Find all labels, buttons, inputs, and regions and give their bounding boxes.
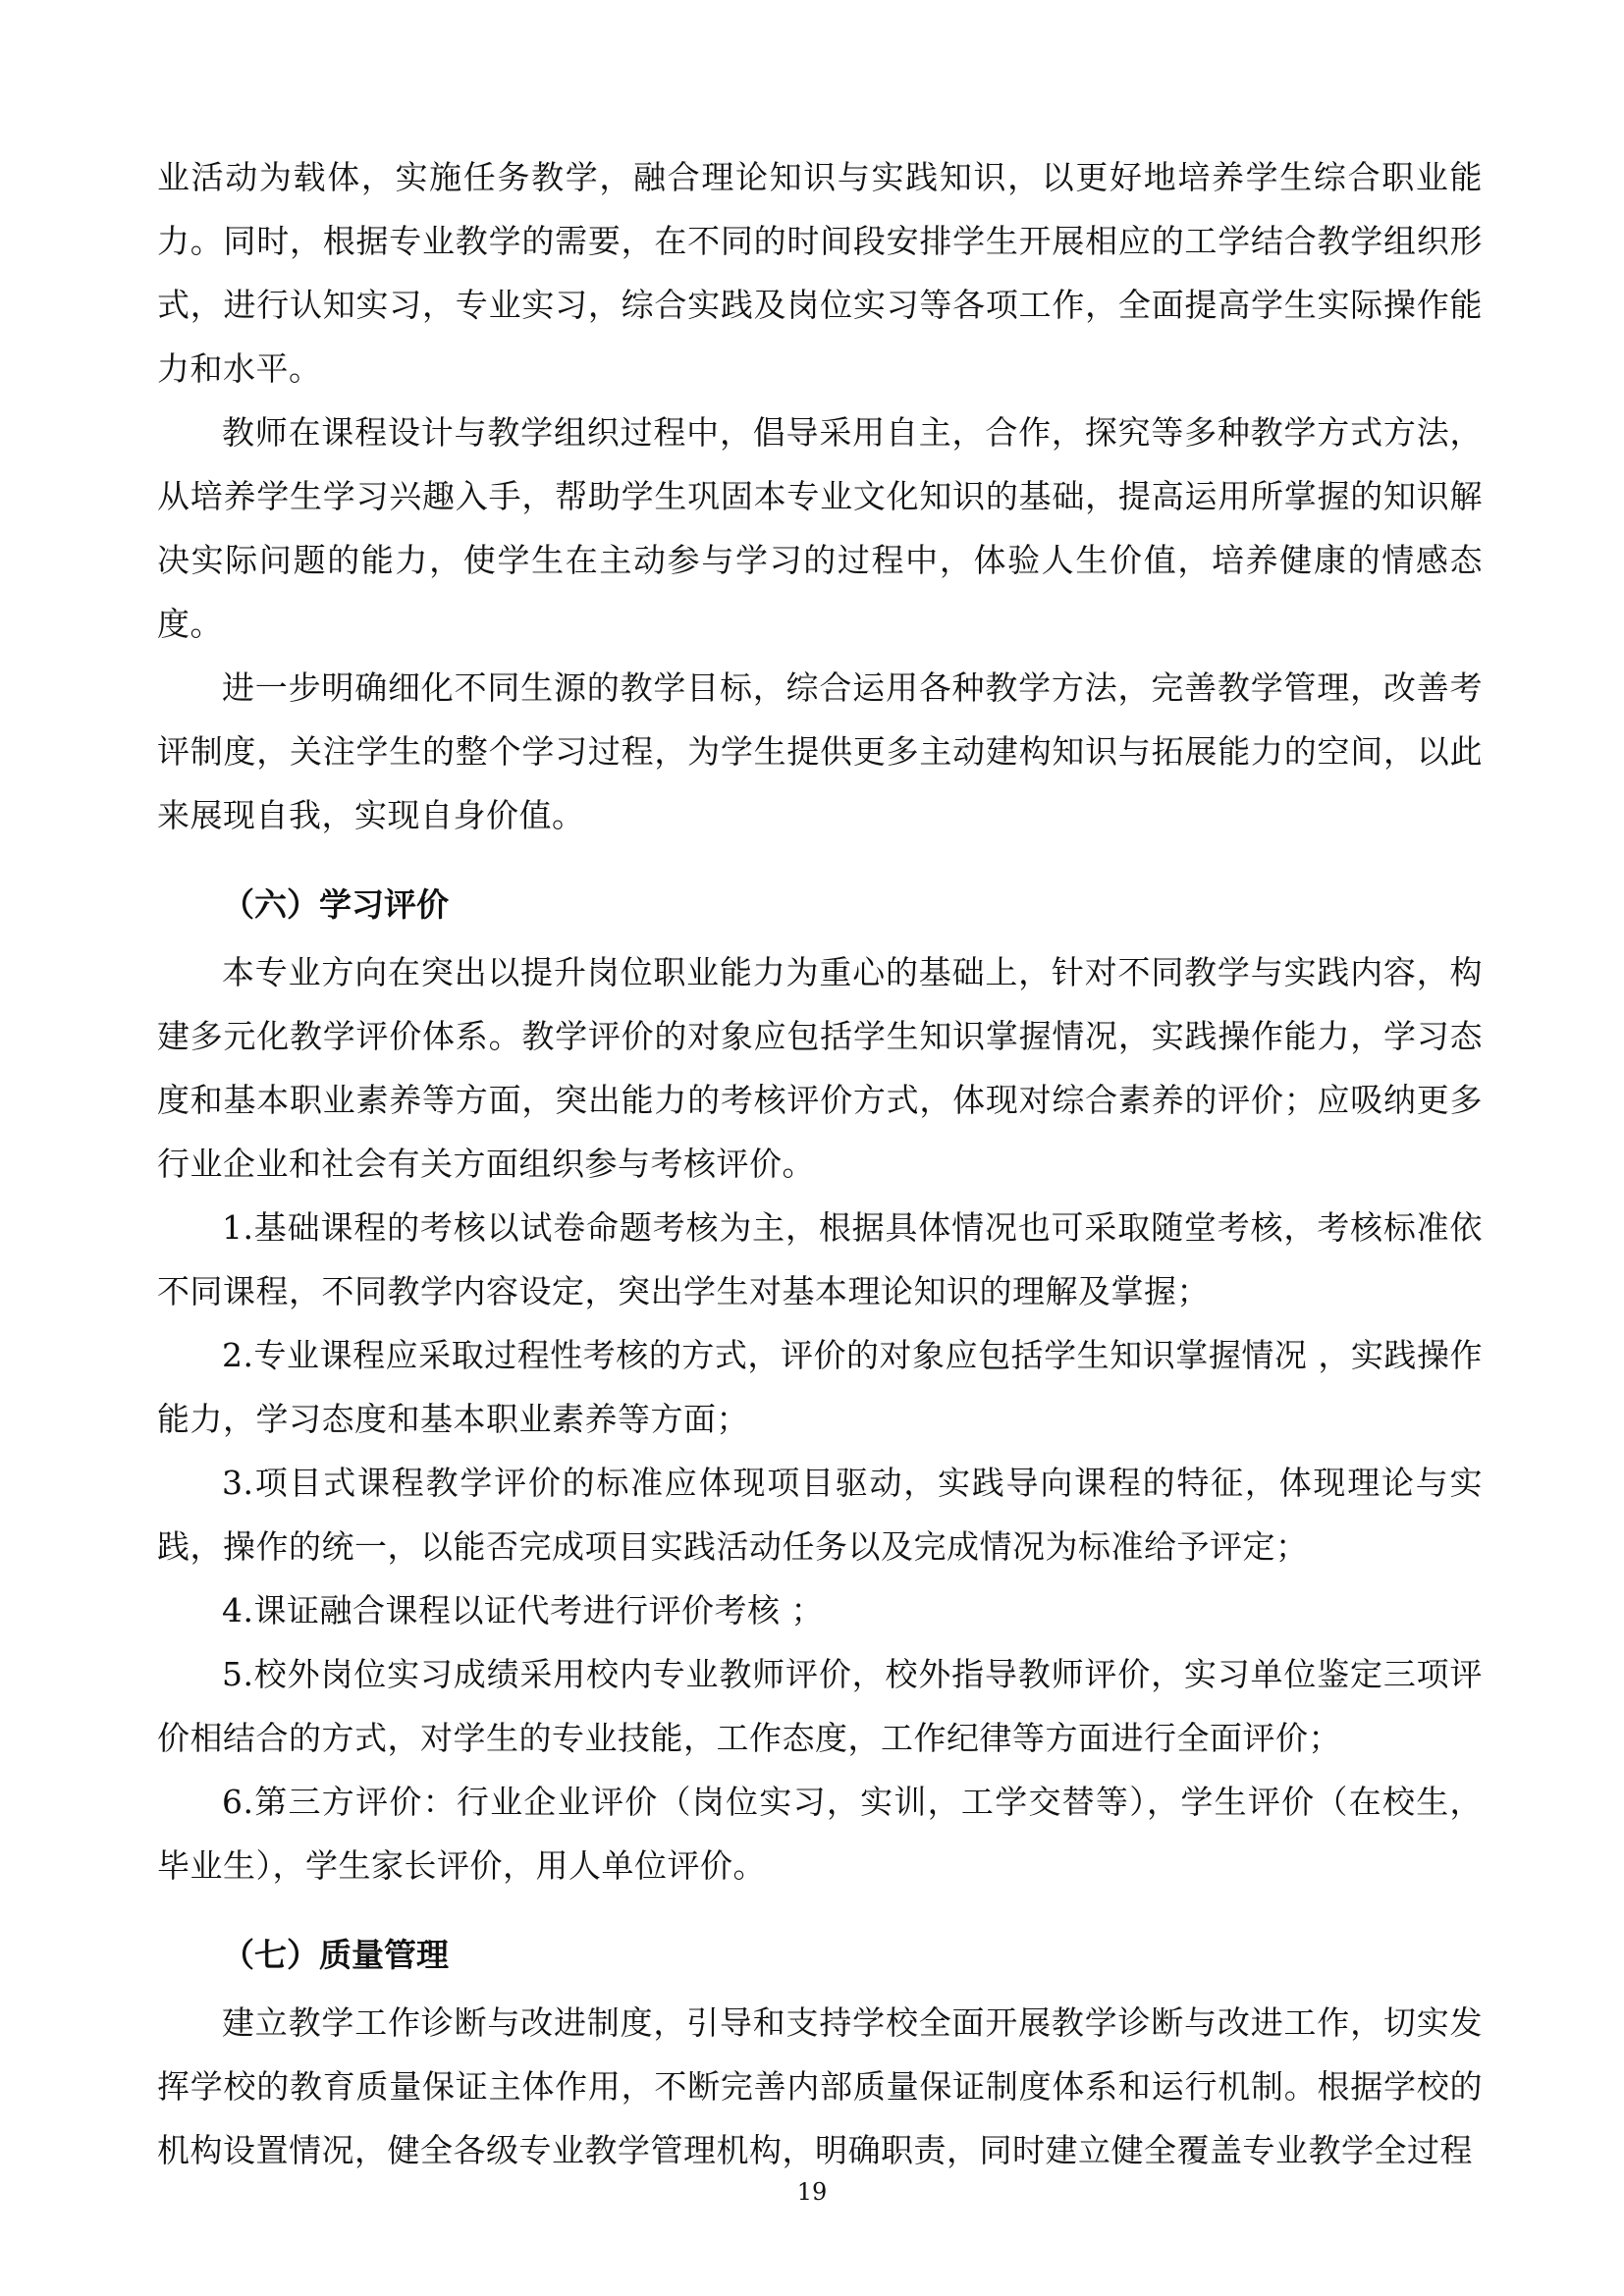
document-body <box>157 145 1483 2182</box>
evaluation-item-1: 1.基础课程的考核以试卷命题考核为主，根据具体情况也可采取随堂考核，考核标准依不同课程，不同教学内容设定，突出学生对基本理论知识的理解及掌握； <box>157 1208 1483 1310</box>
evaluation-item-2: 2.专业课程应采取过程性考核的方式，评价的对象应包括学生知识掌握情况 ，实践操作能力，学习态度和基本职业素养等方面； <box>157 1336 1483 1438</box>
page-number: 19 <box>796 2178 828 2206</box>
section-heading-quality-management: （七）质量管理 <box>222 1936 449 1974</box>
paragraph-quality-intro: 建立教学工作诊断与改进制度，引导和支持学校全面开展教学诊断与改进工作，切实发挥学校的教育质量保证主体作用，不断完善内部质量保证制度体系和运行机制。根据学校的机构设置情况，健全各级专业教学管理机构，明确职责，同时建立健全覆盖专业教学全过程 <box>157 2003 1483 2169</box>
evaluation-item-5: 5.校外岗位实习成绩采用校内专业教师评价，校外指导教师评价，实习单位鉴定三项评价相结合的方式，对学生的专业技能，工作态度，工作纪律等方面进行全面评价； <box>157 1655 1483 1757</box>
evaluation-item-3: 3.项目式课程教学评价的标准应体现项目驱动，实践导向课程的特征，体现理论与实践，操作的统一，以能否完成项目实践活动任务以及完成情况为标准给予评定； <box>157 1464 1483 1566</box>
paragraph-teacher-methods: 教师在课程设计与教学组织过程中，倡导采用自主，合作，探究等多种教学方式方法，从培养学生学习兴趣入手，帮助学生巩固本专业文化知识的基础，提高运用所掌握的知识解决实际问题的能力，使学生在主动参与学习的过程中，体验人生价值，培养健康的情感态度。 <box>157 413 1483 643</box>
evaluation-item-4: 4.课证融合课程以证代考进行评价考核 ； <box>222 1591 824 1629</box>
evaluation-item-6: 6.第三方评价：行业企业评价（岗位实习，实训，工学交替等），学生评价（在校生，毕业生），学生家长评价，用人单位评价。 <box>157 1783 1483 1885</box>
paragraph-continued: 业活动为载体，实施任务教学，融合理论知识与实践知识，以更好地培养学生综合职业能力。同时，根据专业教学的需要，在不同的时间段安排学生开展相应的工学结合教学组织形式，进行认知实习，专业实习，综合实践及岗位实习等各项工作，全面提高学生实际操作能力和水平。 <box>157 158 1483 388</box>
paragraph-teaching-goals: 进一步明确细化不同生源的教学目标，综合运用各种教学方法，完善教学管理，改善考评制度，关注学生的整个学习过程，为学生提供更多主动建构知识与拓展能力的空间，以此来展现自我，实现自身价值。 <box>157 668 1483 834</box>
section-heading-learning-evaluation: （六）学习评价 <box>222 885 449 924</box>
paragraph-evaluation-intro: 本专业方向在突出以提升岗位职业能力为重心的基础上，针对不同教学与实践内容，构建多元化教学评价体系。教学评价的对象应包括学生知识掌握情况，实践操作能力，学习态度和基本职业素养等方面，突出能力的考核评价方式，体现对综合素养的评价；应吸纳更多行业企业和社会有关方面组织参与考核评价。 <box>157 953 1483 1183</box>
